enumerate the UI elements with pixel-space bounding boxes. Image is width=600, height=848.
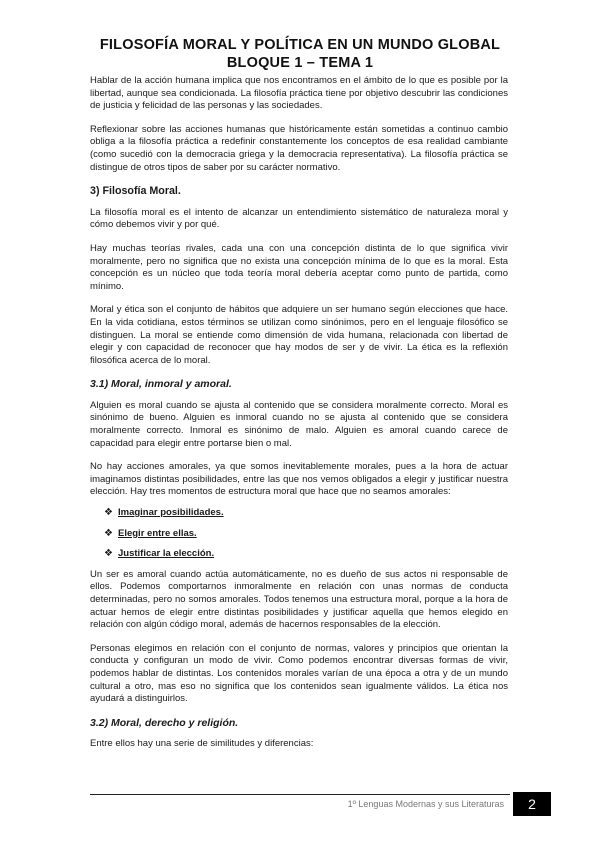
paragraph-intro-1: Hablar de la acción humana implica que nos encontramos en el ámbito de lo que es posible por la libertad, aunque sea condicionada. La filosofía práctica tiene por objetivo descubrir las condiciones de justicia y felicidad de las personas y las sociedades. xyxy=(90,75,508,112)
document-title: FILOSOFÍA MORAL Y POLÍTICA EN UN MUNDO GLOBAL xyxy=(99,37,501,53)
list-item: ❖ Imaginar posibilidades. xyxy=(104,507,224,519)
document-subtitle: BLOQUE 1 – TEMA 1 xyxy=(226,55,374,71)
diamond-bullet-icon: ❖ xyxy=(104,507,113,519)
footer-course-label: 1º Lenguas Modernas y sus Literaturas xyxy=(347,799,504,809)
subsection-heading-3-1: 3.1) Moral, inmoral y amoral. xyxy=(90,378,232,391)
moral-structure-list xyxy=(90,507,508,561)
footer-divider xyxy=(90,794,510,795)
paragraph-rival-theories: Hay muchas teorías rivales, cada una con una concepción distinta de lo que significa vivir moralmente, pero no significa que no exista una concepción mínima de lo que es la moral. Esta concepción es un núcleo que toda teoría moral debería aceptar como punto de partida, como mínimo. xyxy=(90,242,508,292)
paragraph-moral-and-ethics: Moral y ética son el conjunto de hábitos que adquiere un ser humano según elecciones que hace. En la vida cotidiana, estos términos se utilizan como sinónimos, pero en el lenguaje filosófico se distinguen. La moral se entiende como dimensión de vida humana, relacionada con libertad de elegir y con capacidad de reconocer que hay modos de ser y de vivir. La ética es la reflexión filosófica acerca de lo moral. xyxy=(90,304,508,366)
section-heading-moral-philosophy: 3) Filosofía Moral. xyxy=(90,185,181,198)
list-item: ❖ Justificar la elección. xyxy=(104,548,215,560)
page-number-badge: 2 xyxy=(513,792,551,816)
paragraph-intro-2: Reflexionar sobre las acciones humanas que históricamente están sometidas a continuo cambio obliga a la filosofía práctica a redefinir constantemente los conceptos de esa realidad cambiante (como sucedió con la democracia griega y la democracia representativa). La filosofía práctica se distingue de otros tipos de saber por su carácter normativo. xyxy=(90,123,508,173)
paragraph-moral-definition: La filosofía moral es el intento de alcanzar un entendimiento sistemático de naturaleza moral y cómo debemos vivir y por qué. xyxy=(90,206,508,231)
paragraph-similarities: Entre ellos hay una serie de similitudes y diferencias: xyxy=(90,738,314,750)
paragraph-amoral-being: Un ser es amoral cuando actúa automáticamente, no es dueño de sus actos ni responsable de ellos. Podemos comportarnos inmoralmente en relación con unas normas de conducta determinadas, pero no somos amorales. Todos tenemos una estructura moral, porque a la hora de actuar hemos de elegir entre distintas posibilidades y justificar aquella que hemos elegido en relación con algún código moral, además de hacernos responsables de la elección. xyxy=(90,568,508,631)
list-item: ❖ Elegir entre ellas. xyxy=(104,527,197,539)
paragraph-moral-definitions: Alguien es moral cuando se ajusta al contenido que se considera moralmente correcto. Moral es sinónimo de bueno. Alguien es inmoral cuando no se ajusta al contenido que se considera moralmente correcto. Inmoral es sinónimo de malo. Alguien es amoral cuando carece de capacidad para elegir entre portarse bien o mal. xyxy=(90,399,508,449)
paragraph-norms-values: Personas elegimos en relación con el conjunto de normas, valores y principios que orientan la conducta y configuran un modo de vivir. Como podemos encontrar diversas formas de vivir, podemos hablar de distintas. Los contenidos morales varían de una época a otra y de un mundo cultural a otro, mas eso no significa que los contenidos sean igualmente válidos. La ética nos ayudará a distinguirlos. xyxy=(90,642,508,705)
subsection-heading-3-2: 3.2) Moral, derecho y religión. xyxy=(90,716,239,729)
diamond-bullet-icon: ❖ xyxy=(104,527,113,539)
diamond-bullet-icon: ❖ xyxy=(104,548,113,560)
document-body xyxy=(90,75,508,762)
paragraph-no-amoral-actions: No hay acciones amorales, ya que somos inevitablemente morales, pues a la hora de actuar imaginamos distintas posibilidades, entre las que nos vemos obligados a elegir y justificar nuestra elección. Hay tres momentos de estructura moral que hace que no seamos amorales: xyxy=(90,461,508,498)
